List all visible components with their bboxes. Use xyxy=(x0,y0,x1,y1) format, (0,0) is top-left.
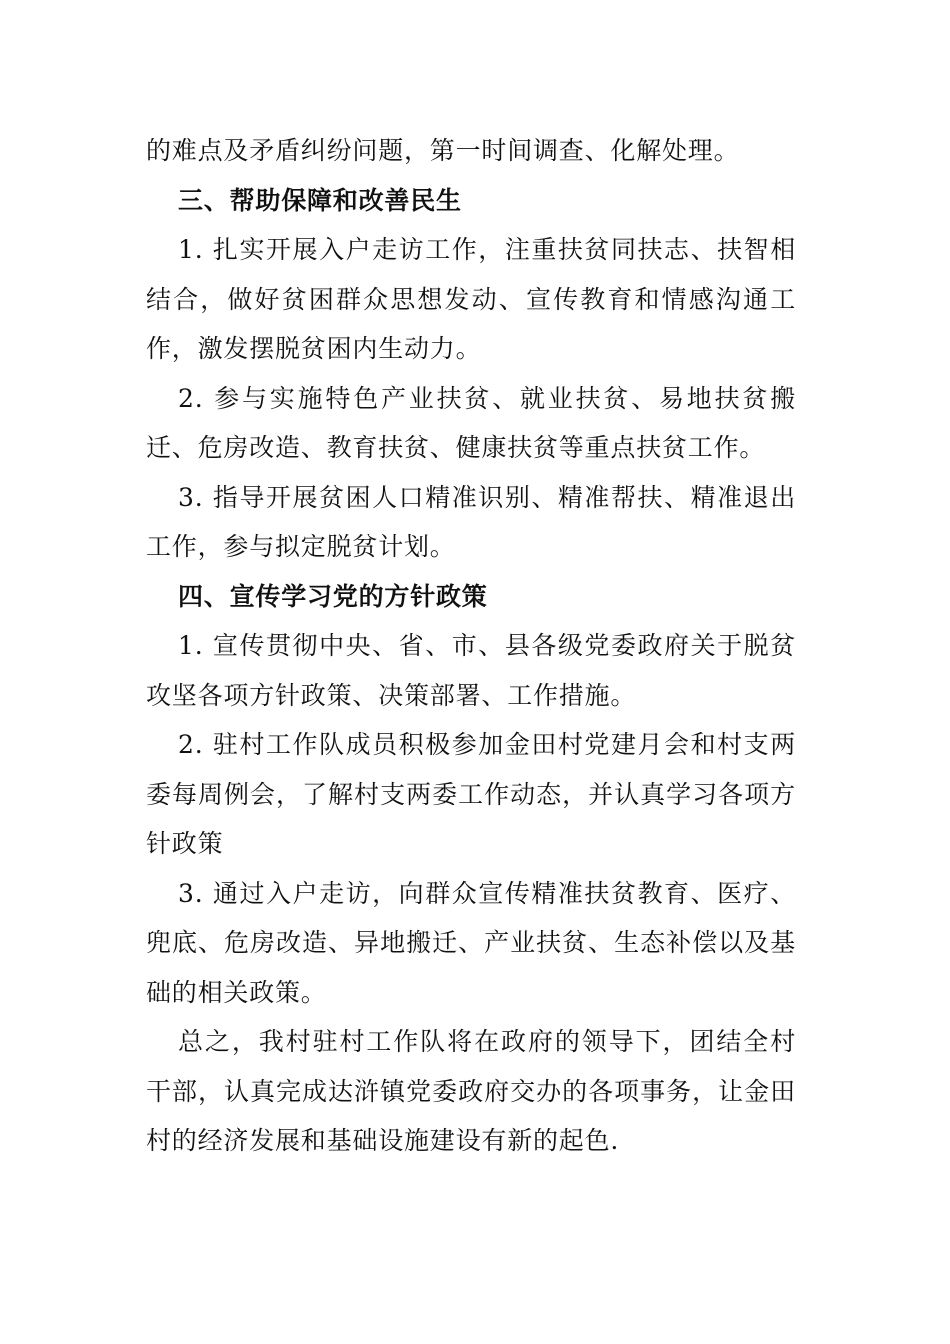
section-4-heading: 四、宣传学习党的方针政策 xyxy=(178,581,488,611)
section-3-item-2: 2. 参与实施特色产业扶贫、就业扶贫、易地扶贫搬迁、危房改造、教育扶贫、健康扶贫等重点扶贫工作。 xyxy=(146,383,796,462)
continuation-paragraph: 的难点及矛盾纠纷问题，第一时间调查、化解处理。 xyxy=(146,136,740,165)
section-3-item-3: 3. 指导开展贫困人口精准识别、精准帮扶、精准退出工作，参与拟定脱贫计划。 xyxy=(146,482,796,561)
section-3-item-1: 1. 扎实开展入户走访工作，注重扶贫同扶志、扶智相结合，做好贫困群众思想发动、宣传教育和情感沟通工作，激发摆脱贫困内生动力。 xyxy=(146,235,796,363)
section-3-heading: 三、帮助保障和改善民生 xyxy=(178,185,462,215)
section-4-item-1: 1. 宣传贯彻中央、省、市、县各级党委政府关于脱贫攻坚各项方针政策、决策部署、工作措施。 xyxy=(146,631,796,710)
section-4-item-2: 2. 驻村工作队成员积极参加金田村党建月会和村支两委每周例会，了解村支两委工作动态，并认真学习各项方针政策 xyxy=(146,730,796,858)
document-page xyxy=(146,126,796,1166)
section-4-item-3: 3. 通过入户走访，向群众宣传精准扶贫教育、医疗、兜底、危房改造、异地搬迁、产业扶贫、生态补偿以及基础的相关政策。 xyxy=(146,878,796,1007)
conclusion-paragraph: 总之，我村驻村工作队将在政府的领导下，团结全村干部，认真完成达浒镇党委政府交办的各项事务，让金田村的经济发展和基础设施建设有新的起色. xyxy=(146,1027,796,1155)
